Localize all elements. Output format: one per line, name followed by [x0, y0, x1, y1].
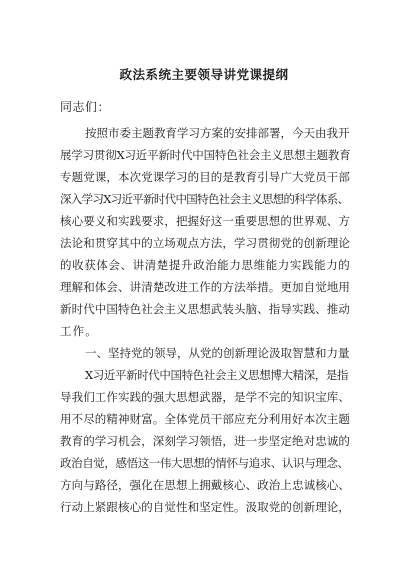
body-line: 理解和体会、讲清楚改进工作的方法举措。更加自觉地用 [60, 280, 350, 294]
body-line: 深入学习X习近平新时代中国特色社会主义思想的科学体系、 [60, 192, 349, 206]
section-heading: 一、坚持党的领导，从党的创新理论汲取智慧和力量 [85, 346, 350, 360]
body-line: 政治自觉，感悟这一伟大思想的情怀与追求、认识与理念、 [60, 456, 349, 470]
body-line: 工作。 [60, 324, 98, 338]
body-line: 法论和贯穿其中的立场观点方法，学习贯彻党的创新理论 [60, 236, 350, 250]
body-line: 新时代中国特色社会主义思想武装头脑、指导实践、推动 [60, 302, 350, 316]
body-line: X习近平新时代中国特色社会主义思想博大精深，是指 [85, 368, 349, 382]
body-line: 的收获体会、讲清楚提升政治能力思维能力实践能力的 [60, 258, 351, 272]
body-line: 用不尽的精神财富。全体党员干部应充分利用好本次主题 [60, 412, 350, 426]
body-line: 核心要义和实践要求，把握好这一重要思想的世界观、方 [60, 214, 350, 228]
body-line: 按照市委主题教育学习方案的安排部署，今天由我开 [85, 126, 350, 140]
document-title: 政法系统主要领导讲党课提纲 [119, 67, 289, 82]
body-line: 展学习贯彻X习近平新时代中国特色社会主义思想主题教育 [60, 148, 351, 162]
body-line: 专题党课，本次党课学习的目的是教育引导广大党员干部 [60, 170, 350, 184]
body-line: 导我们工作实践的强大思想武器，是学不完的知识宝库、 [60, 390, 350, 404]
salutation: 同志们： [60, 100, 111, 114]
body-line: 方向与路径，强化在思想上拥戴核心、政治上忠诚核心、 [60, 478, 350, 492]
body-line: 行动上紧跟核心的自觉性和坚定性。汲取党的创新理论， [60, 500, 350, 514]
body-line: 教育的学习机会，深刻学习领悟，进一步坚定绝对忠诚的 [60, 434, 350, 448]
